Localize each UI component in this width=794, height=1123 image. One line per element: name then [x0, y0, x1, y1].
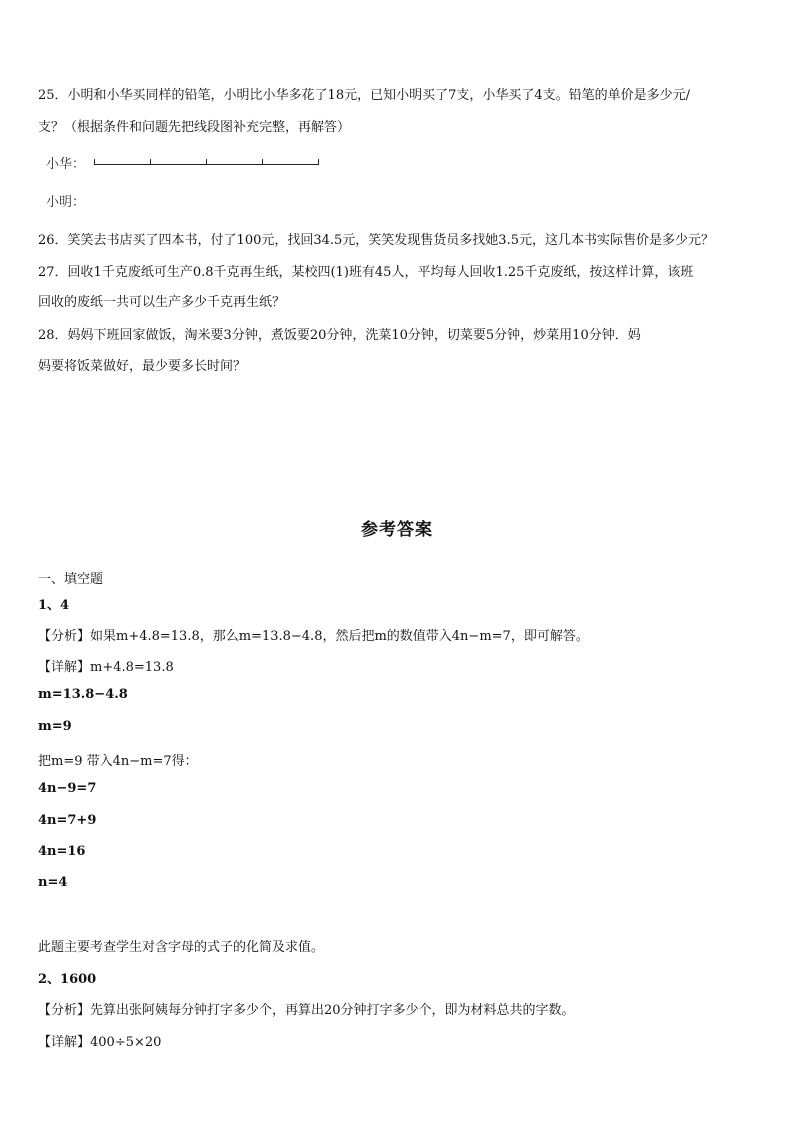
answer-1-head: 1、4 [38, 598, 70, 613]
answer-1-detail: 【详解】m+4.8=13.8 [38, 660, 174, 675]
answer-1-analysis: 【分析】如果m+4.8=13.8，那么m=13.8−4.8，然后把m的数值带入4n−m=7，即可解答。 [38, 629, 589, 644]
answer-1-step: 4n=16 [38, 844, 86, 859]
answer-1-step: m=9 [38, 719, 72, 734]
segment-tick [150, 159, 151, 165]
q28-text-line1: 28．妈妈下班回家做饭，淘米要3分钟，煮饭要20分钟，洗菜10分钟，切菜要5分钟，炒菜用10分钟．妈 [38, 328, 641, 343]
q25-xiaohua-label: 小华： [46, 157, 86, 172]
q27-text-line1: 27．回收1千克废纸可生产0.8千克再生纸，某校四(1)班有45人，平均每人回收1.25千克废纸，按这样计算，该班 [38, 265, 694, 280]
answer-1-step: 把m=9 带入4n−m=7得： [38, 754, 198, 769]
answer-1-step: 4n−9=7 [38, 781, 97, 796]
segment-tick [318, 159, 319, 165]
answer-1-step: 4n=7+9 [38, 813, 97, 828]
q25-xiaoming-label: 小明： [46, 195, 86, 210]
answer-2-detail: 【详解】400÷5×20 [38, 1035, 162, 1050]
segment-tick [262, 159, 263, 165]
answer-1-note: 此题主要考查学生对含字母的式子的化简及求值。 [38, 940, 325, 955]
segment-tick [94, 159, 95, 165]
answer-2-analysis: 【分析】先算出张阿姨每分钟打字多少个，再算出20分钟打字多少个，即为材料总共的字数。 [38, 1003, 575, 1018]
q25-text-line1: 25．小明和小华买同样的铅笔，小明比小华多花了18元，已知小明买了7支，小华买了4支。铅笔的单价是多少元/ [38, 88, 691, 103]
answer-1-step: n=4 [38, 875, 68, 890]
answer-1-step: m=13.8−4.8 [38, 687, 128, 702]
q25-text-line2: 支？（根据条件和问题先把线段图补充完整，再解答） [38, 120, 351, 135]
section-heading: 一、填空题 [38, 572, 104, 587]
q26-text: 26．笑笑去书店买了四本书，付了100元，找回34.5元，笑笑发现售货员多找她3.5元，这几本书实际售价是多少元？ [38, 233, 714, 248]
answer-2-head: 2、1600 [38, 972, 97, 987]
q27-text-line2: 回收的废纸一共可以生产多少千克再生纸？ [38, 295, 286, 310]
q28-text-line2: 妈要将饭菜做好，最少要多长时间？ [38, 359, 247, 374]
answers-title: 参考答案 [361, 520, 433, 540]
segment-tick [206, 159, 207, 165]
